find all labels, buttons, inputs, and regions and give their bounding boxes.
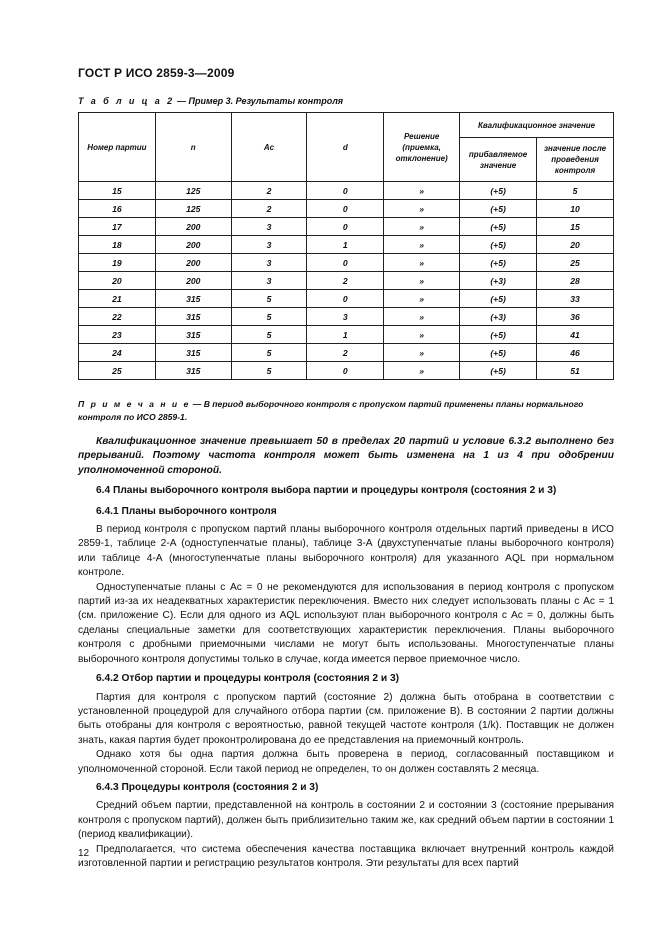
cell-added-value: (+3) xyxy=(460,308,537,326)
heading-6-4: 6.4 Планы выборочного контроля выбора партии и процедуры контроля (состояния 2 и 3) xyxy=(96,485,557,497)
cell-lot-number: 23 xyxy=(79,326,156,344)
cell-added-value: (+5) xyxy=(460,254,537,272)
cell-added-value: (+5) xyxy=(460,182,537,200)
table-caption-title: — Пример 3. Результаты контроля xyxy=(174,96,344,106)
col-header-n: n xyxy=(155,113,231,182)
table-row xyxy=(79,182,614,200)
cell-value-after: 5 xyxy=(537,182,614,200)
cell-ac: 2 xyxy=(231,182,307,200)
cell-value-after: 15 xyxy=(537,218,614,236)
table-row xyxy=(79,218,614,236)
cell-lot-number: 22 xyxy=(79,308,156,326)
cell-d: 3 xyxy=(307,308,384,326)
cell-added-value: (+5) xyxy=(460,290,537,308)
col-header-decision: Решение (приемка, отклонение) xyxy=(384,113,460,182)
table-row xyxy=(79,200,614,218)
paragraph-6-4-1-a: В период контроля с пропуском партий планы выборочного контроля отдельных партий приведены в ИСО 2859-1, таблице 2-А (одноступенчатые планы), таблице 3-А (двухступенчатые планы выборочного контроля) или таблице 4-А (многоступенчатые планы выборочного контроля) для указанного AQL при нормальном контроле. xyxy=(78,524,614,579)
cell-added-value: (+5) xyxy=(460,362,537,380)
cell-ac: 2 xyxy=(231,200,307,218)
table-note xyxy=(78,398,614,424)
cell-n: 125 xyxy=(155,182,231,200)
cell-d: 0 xyxy=(307,182,384,200)
cell-value-after: 20 xyxy=(537,236,614,254)
note-label: П р и м е ч а н и е xyxy=(78,399,191,409)
heading-6-4-1: 6.4.1 Планы выборочного контроля xyxy=(96,505,277,517)
note-text: — В период выборочного контроля с пропуском партий применены планы нормального контроля по ИСО 2859-1. xyxy=(78,399,584,422)
cell-lot-number: 21 xyxy=(79,290,156,308)
cell-d: 2 xyxy=(307,272,384,290)
cell-decision: » xyxy=(384,362,460,380)
cell-d: 0 xyxy=(307,362,384,380)
cell-decision: » xyxy=(384,326,460,344)
table-caption xyxy=(78,96,343,106)
cell-n: 315 xyxy=(155,308,231,326)
table-row xyxy=(79,344,614,362)
cell-lot-number: 16 xyxy=(79,200,156,218)
paragraph-6-4-1-b: Одноступенчатые планы с Ac = 0 не рекомендуются для использования в период контроля с пропуском партий из-за их неадекватных характеристик переключения. Вместо них следует использовать планы с Ac = 1 (см. приложение С). Если для одного из AQL используют план выборочного контроля с Ac = 0, должны быть сделаны специальные заметки для соответствующих характеристик переключения. Планы выборочного контроля с дробными приемочными числами не могут быть использованы. Многоступенчатые планы выборочного контроля допустимы только в случае, когда имеется первое приемочное число. xyxy=(78,581,614,665)
cell-n: 315 xyxy=(155,362,231,380)
cell-ac: 5 xyxy=(231,362,307,380)
col-header-qualification-value: Квалификационное значение xyxy=(460,113,614,138)
paragraph-6-4-3-b: Предполагается, что система обеспечения качества поставщика включает внутренний контроль каждой изготовленной партии и регистрацию результатов контроля. Эти результаты для всех партий xyxy=(78,843,614,869)
cell-value-after: 51 xyxy=(537,362,614,380)
cell-lot-number: 15 xyxy=(79,182,156,200)
table-caption-label: Т а б л и ц а 2 xyxy=(78,96,175,106)
cell-ac: 5 xyxy=(231,290,307,308)
cell-added-value: (+5) xyxy=(460,200,537,218)
cell-lot-number: 24 xyxy=(79,344,156,362)
table-row xyxy=(79,290,614,308)
table-row xyxy=(79,254,614,272)
paragraph-6-4-3-a: Средний объем партии, представленной на контроль в состоянии 2 и состоянии 3 (состояние прерывания контроля с пропуском партий), должен быть приблизительно таким же, как средний объем партии в состоянии 1 (период квалификации). xyxy=(78,800,614,841)
paragraph-6-4-2-a: Партия для контроля с пропуском партий (состояние 2) должна быть отобрана в соответствии с установленной процедурой для случайного отбора партии (см. приложение В). В состоянии 2 партии должны быть отобраны для контроля с вероятностью, равной текущей частоте контроля (1/k). Поставщик не должен знать, какая партия будет проконтролирована до ее представления на приемочный контроль. xyxy=(78,691,614,746)
cell-d: 0 xyxy=(307,290,384,308)
table-row xyxy=(79,326,614,344)
cell-d: 1 xyxy=(307,326,384,344)
cell-d: 0 xyxy=(307,218,384,236)
body-text xyxy=(78,435,614,871)
standard-header: ГОСТ Р ИСО 2859-3—2009 xyxy=(78,66,235,80)
cell-value-after: 46 xyxy=(537,344,614,362)
cell-added-value: (+5) xyxy=(460,326,537,344)
cell-value-after: 28 xyxy=(537,272,614,290)
cell-d: 2 xyxy=(307,344,384,362)
cell-decision: » xyxy=(384,272,460,290)
cell-n: 315 xyxy=(155,326,231,344)
cell-decision: » xyxy=(384,200,460,218)
col-header-ac: Ac xyxy=(231,113,307,182)
cell-n: 200 xyxy=(155,272,231,290)
table-body xyxy=(79,182,614,380)
cell-added-value: (+5) xyxy=(460,218,537,236)
cell-ac: 3 xyxy=(231,218,307,236)
cell-decision: » xyxy=(384,218,460,236)
cell-decision: » xyxy=(384,236,460,254)
cell-decision: » xyxy=(384,344,460,362)
cell-decision: » xyxy=(384,254,460,272)
cell-ac: 3 xyxy=(231,236,307,254)
cell-d: 0 xyxy=(307,254,384,272)
paragraph-6-4-2-b: Однако хотя бы одна партия должна быть проверена в период, согласованный поставщиком и уполномоченной стороной. Если такой период не определен, то он должен составлять 2 месяца. xyxy=(78,749,614,775)
table-row xyxy=(79,362,614,380)
cell-added-value: (+5) xyxy=(460,236,537,254)
cell-d: 1 xyxy=(307,236,384,254)
cell-value-after: 25 xyxy=(537,254,614,272)
cell-lot-number: 18 xyxy=(79,236,156,254)
cell-decision: » xyxy=(384,182,460,200)
col-header-d: d xyxy=(307,113,384,182)
heading-6-4-3: 6.4.3 Процедуры контроля (состояния 2 и 3) xyxy=(96,781,319,793)
col-header-lot-number: Номер партии xyxy=(79,113,156,182)
cell-ac: 5 xyxy=(231,344,307,362)
paragraph-qualification: Квалификационное значение превышает 50 в пределах 20 партий и условие 6.3.2 выполнено без прерываний. Поэтому частота контроля может быть изменена на 1 из 4 при одобрении уполномоченной стороной. xyxy=(78,436,614,476)
inspection-results-table xyxy=(78,112,614,380)
cell-lot-number: 20 xyxy=(79,272,156,290)
cell-value-after: 41 xyxy=(537,326,614,344)
cell-added-value: (+5) xyxy=(460,344,537,362)
cell-value-after: 36 xyxy=(537,308,614,326)
col-header-added-value: прибавляемое значение xyxy=(460,138,537,182)
cell-ac: 3 xyxy=(231,272,307,290)
cell-n: 200 xyxy=(155,218,231,236)
cell-decision: » xyxy=(384,308,460,326)
cell-added-value: (+3) xyxy=(460,272,537,290)
cell-ac: 3 xyxy=(231,254,307,272)
table-row xyxy=(79,272,614,290)
cell-lot-number: 19 xyxy=(79,254,156,272)
cell-n: 315 xyxy=(155,290,231,308)
cell-n: 200 xyxy=(155,236,231,254)
cell-n: 200 xyxy=(155,254,231,272)
cell-lot-number: 25 xyxy=(79,362,156,380)
cell-decision: » xyxy=(384,290,460,308)
cell-ac: 5 xyxy=(231,308,307,326)
table-row xyxy=(79,308,614,326)
cell-n: 125 xyxy=(155,200,231,218)
table-row xyxy=(79,236,614,254)
cell-n: 315 xyxy=(155,344,231,362)
cell-value-after: 33 xyxy=(537,290,614,308)
page-number: 12 xyxy=(78,848,90,859)
cell-d: 0 xyxy=(307,200,384,218)
heading-6-4-2: 6.4.2 Отбор партии и процедуры контроля (состояния 2 и 3) xyxy=(96,673,400,685)
cell-value-after: 10 xyxy=(537,200,614,218)
col-header-value-after-inspection: значение после проведения контроля xyxy=(537,138,614,182)
cell-ac: 5 xyxy=(231,326,307,344)
cell-lot-number: 17 xyxy=(79,218,156,236)
